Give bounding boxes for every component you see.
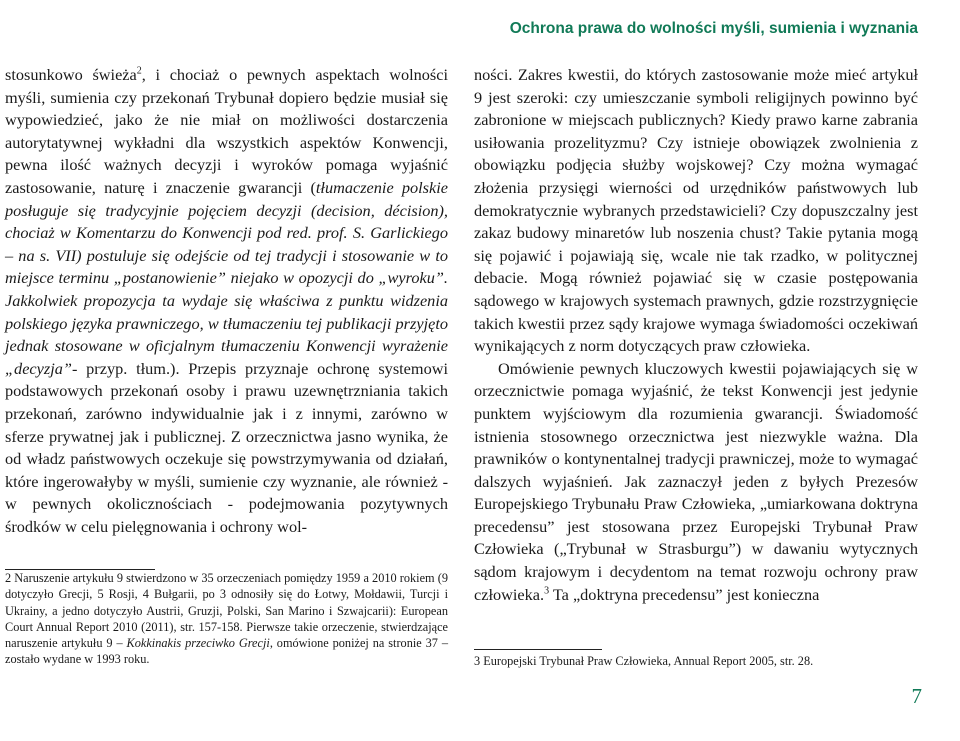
left-para-text-a: stosunkowo świeża xyxy=(5,65,137,84)
left-para-text-b: , i chociaż o pewnych aspektach wolności myśli, sumienia czy przekonań Trybunał dopiero będzie musiał się wypowiedzieć, jako że nie miał on możliwości dostarczenia autorytatywnej wykładni dla wszystkich aspektów Konwencji, pewna ilość ważnych decyzji i wyroków pomaga wyjaśnić zastosowanie, naturę i znaczenie gwarancji ( xyxy=(5,65,448,197)
right-para2-text-b: Ta „doktryna precedensu” jest konieczna xyxy=(549,584,820,604)
right-column xyxy=(474,64,918,606)
footnote-2-case-name: Kokkinakis przeciwko Grecji xyxy=(126,636,270,651)
translator-note: tłumaczenie polskie posługuje się tradycyjnie pojęciem decyzji (decision, décision), chociaż w Komentarzu do Konwencji pod red. prof. S. Garlickiego – na s. VII) postuluje się odejście od tej tradycji i stosowanie w to miejsce terminu „postanowienie” niejako w opozycji do „wyroku”. Jakkolwiek propozycja ta wydaje się właściwa z punktu widzenia polskiego języka prawniczego, w tłumaczeniu tej publikacji przyjęto jednak stosowane w oficjalnym tłumaczeniu Konwencji wyrażenie „decyzja” xyxy=(5,177,448,378)
left-para-text-c: - przyp. tłum.). Przepis przyznaje ochronę systemowi podstawowych przekonań osoby i prawu uzewnętrzniania takich przekonań, zarówno indywidualnie jak i z innymi, zarówno w sferze prywatnej jak i publicznej. Z orzecznictwa jasno wynika, że od władz państwowych oczekuje się powstrzymywania od działań, które ingerowałyby w myśli, sumienie czy wyznanie, ale również - w pewnych okolicznościach - podejmowania pozytywnych środków w celu pielęgnowania i ochrony wol- xyxy=(5,358,448,536)
right-paragraph-1: ności. Zakres kwestii, do których zastosowanie może mieć artykuł 9 jest szeroki: czy umieszczanie symboli religijnych powinno być zabronione w miejscach publicznych? Kiedy prawo karne zabrania usiłowania prozelityzmu? Czy istnieje obowiązek zwolnienia z obowiązku podjęcia służby wojskowej? Czy można wymagać złożenia przysięgi wierności od urzędników państwowych lub demokratycznie wybranych przedstawicieli? Czy dopuszczalny jest zakaz budowy minaretów lub noszenia chust? Takie pytania mogą się pojawić i pojawiają się, wcale nie tak rzadko, w politycznej debacie. Mogą również pojawiać się w czasie postępowania sądowego w krajowych systemach prawnych, gdzie rozstrzygnięcie takich kwestii przez sądy krajowe wymaga świadomości oczekiwań wynikających z norm dotyczących praw człowieka. xyxy=(474,65,918,356)
left-column xyxy=(5,64,448,538)
page-number: 7 xyxy=(911,684,922,708)
footnote-rule-right xyxy=(474,649,602,650)
footnote-ref-2: 2 xyxy=(136,65,142,77)
left-paragraph xyxy=(5,64,448,538)
footnote-3: 3 Europejski Trybunał Praw Człowieka, Annual Report 2005, str. 28. xyxy=(474,654,814,668)
running-header: Ochrona prawa do wolności myśli, sumienia i wyznania xyxy=(509,20,918,37)
right-para2-text-a: Omówienie pewnych kluczowych kwestii pojawiających się w orzecznictwie pomaga wyjaśnić, że tekst Konwencji jest jedynie punktem wyjściowym dla rozumienia gwarancji. Świadomość istnienia stosownego orzecznictwa jest niezwykle ważna. Dla prawników o kontynentalnej tradycji prawniczej, może to wymagać dalszych wyjaśnień. Jak zaznaczył jeden z byłych Prezesów Europejskiego Trybunału Praw Człowieka, „umiarkowana doktryna precedensu” jest stosowana przez Europejski Trybunał Praw Człowieka („Trybunał w Strasburgu”) w dawaniu wytycznych sądom krajowym i decydentom na temat rozwoju ochrony praw człowieka. xyxy=(474,358,918,604)
footnote-ref-3: 3 xyxy=(544,585,550,597)
footnote-2 xyxy=(5,570,448,668)
footnote-2-text-b: , omówione poniżej na stronie 37 – zostało wydane w 1993 roku. xyxy=(5,636,448,667)
footnote-2-text-a: 2 Naruszenie artykułu 9 stwierdzono w 35 orzeczeniach pomiędzy 1959 a 2010 rokiem (9 dotyczyło Grecji, 5 Rosji, 4 Bułgarii, po 3 odnosiły się do Łotwy, Mołdawii, Turcji i Ukrainy, a jedno dotyczyło Austrii, Gruzji, Polski, San Marino i Szwajcarii): European Court Annual Report 2010 (2011), str. 157-158. Pierwsze takie orzeczenie, stwierdzające naruszenie artykułu 9 – xyxy=(5,571,448,651)
right-paragraph-2 xyxy=(474,358,918,607)
